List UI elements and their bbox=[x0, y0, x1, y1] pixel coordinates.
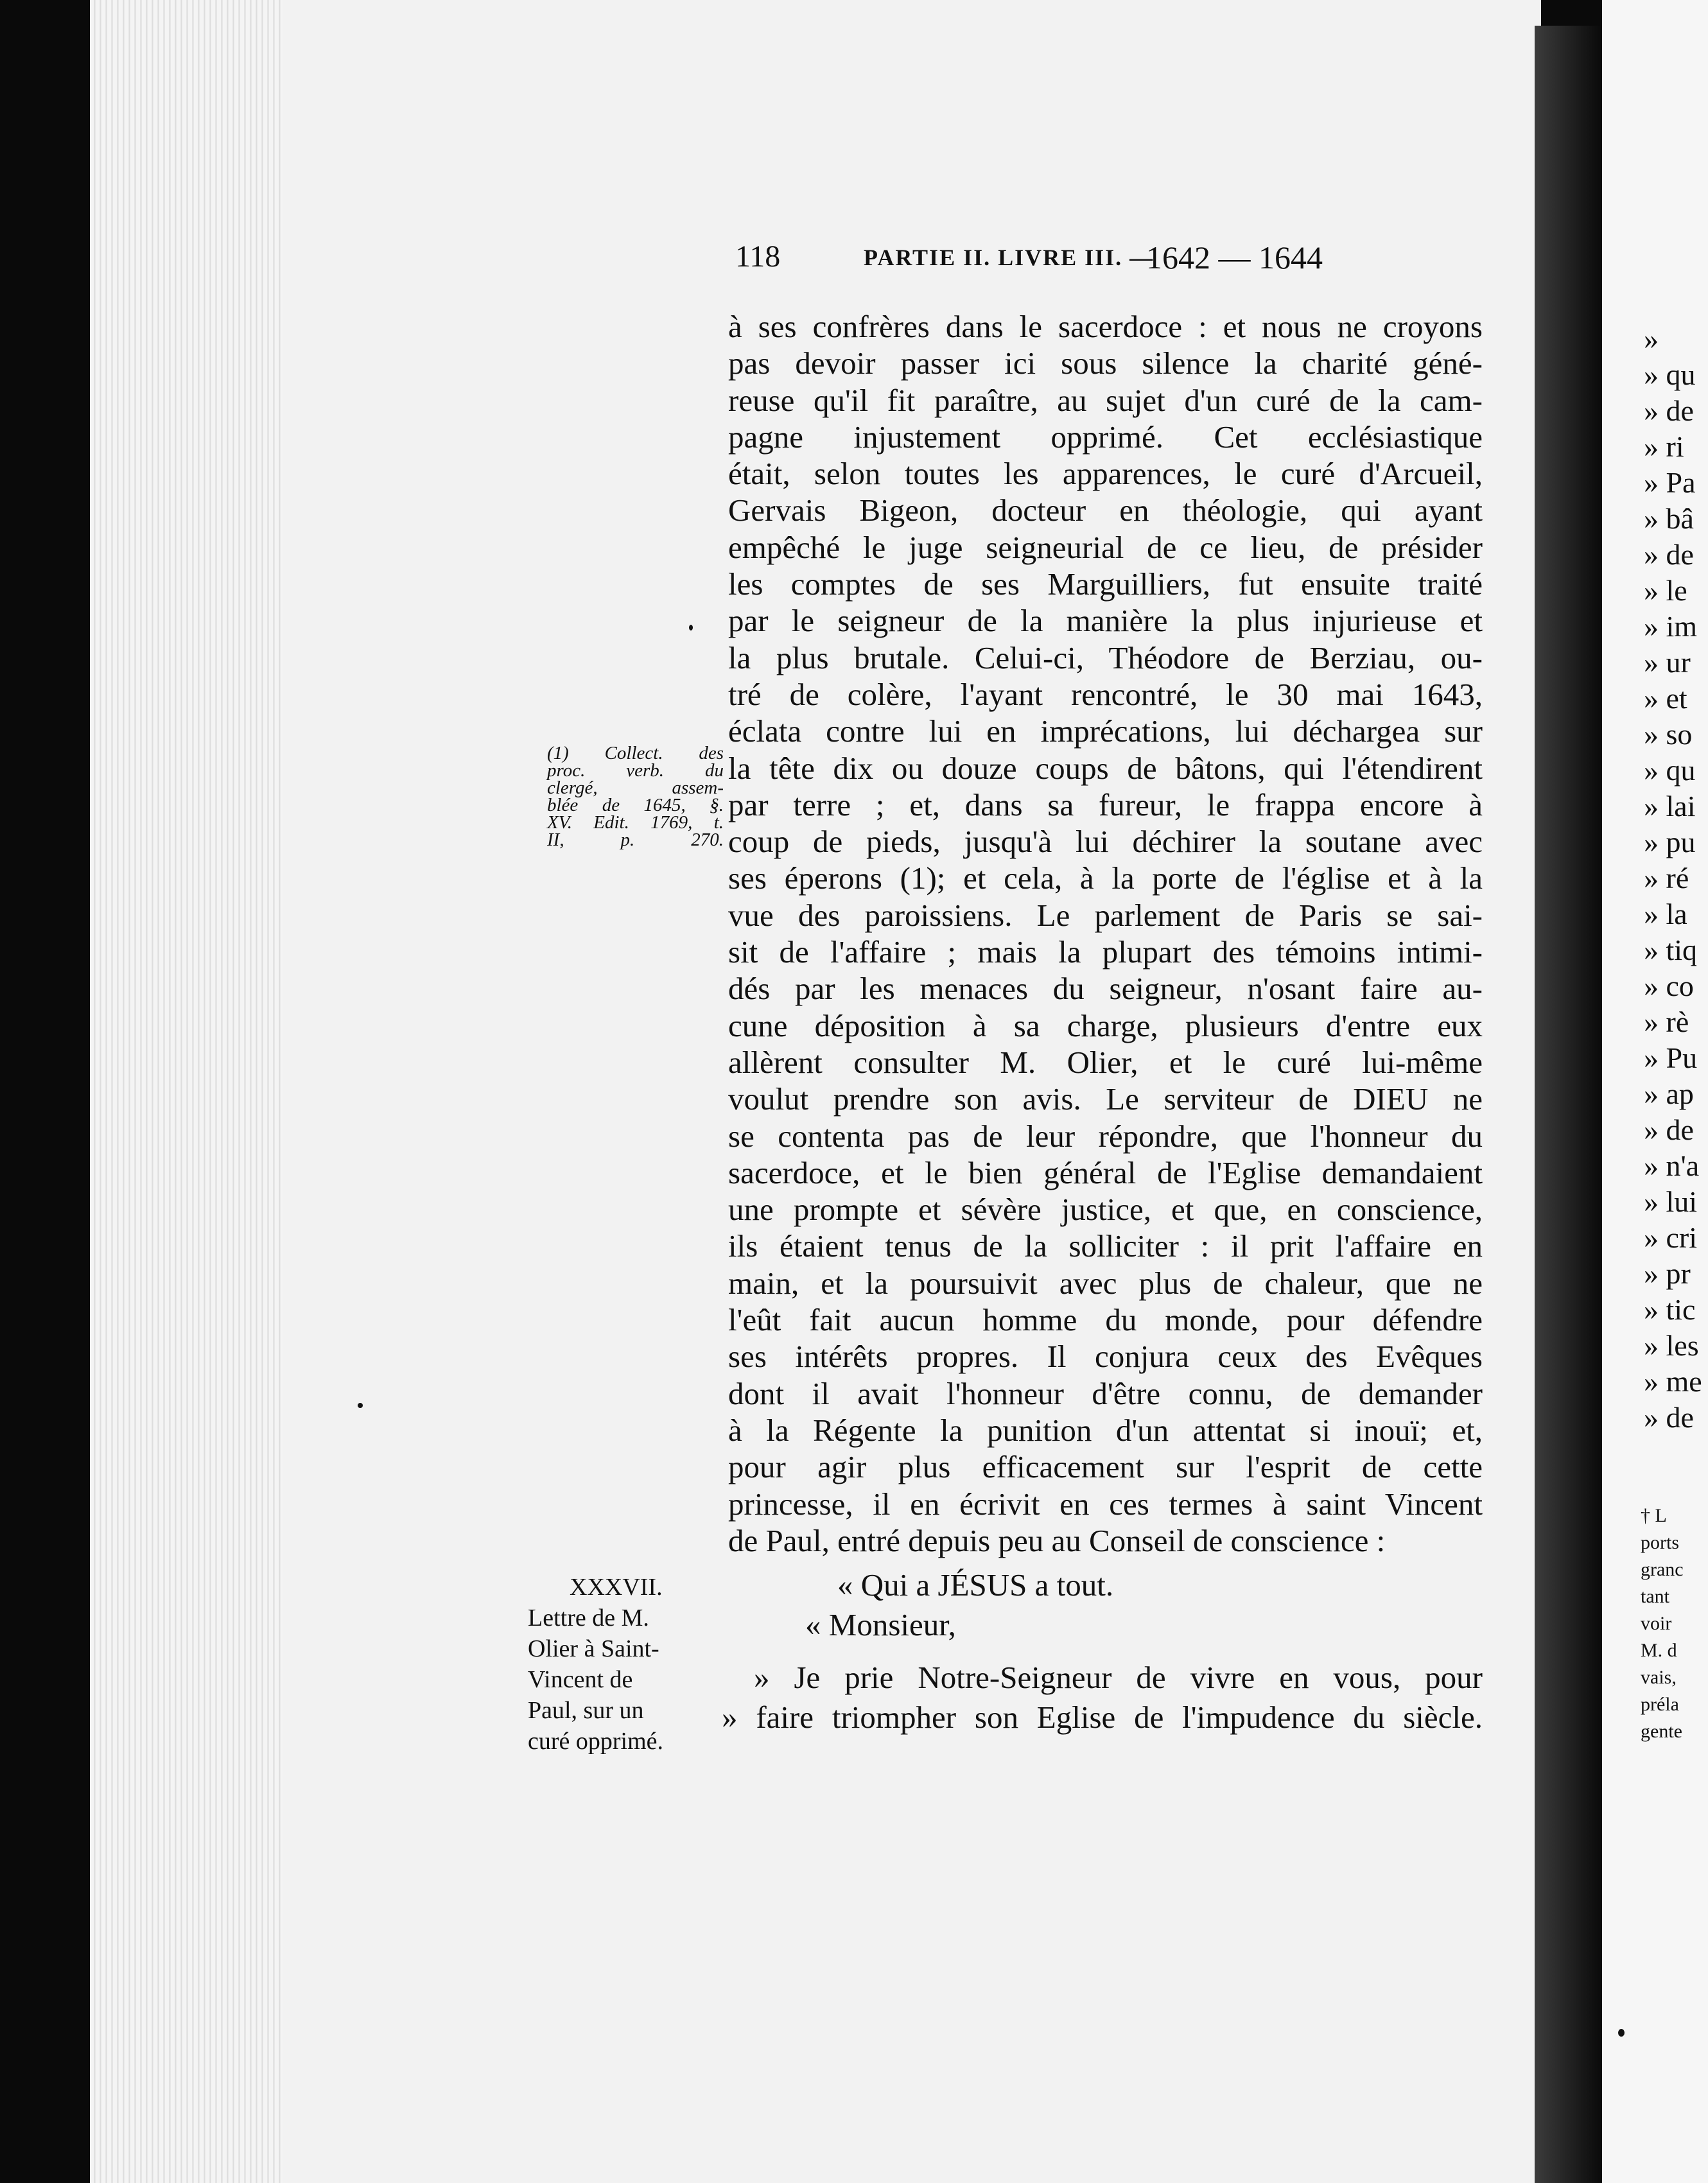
page-edges bbox=[90, 0, 289, 2183]
text-line: pas devoir passer ici sous silence la charité géné- bbox=[728, 345, 1483, 381]
running-head bbox=[735, 239, 1377, 284]
text-line: main, et la poursuivit avec plus de chaleur, que ne bbox=[728, 1265, 1483, 1301]
letter-line: » faire triompher son Eglise de l'impudence du siècle. bbox=[722, 1700, 1483, 1735]
text-line: sit de l'affaire ; mais la plupart des témoins intimi- bbox=[728, 934, 1483, 970]
text-line: était, selon toutes les apparences, le curé d'Arcueil, bbox=[728, 456, 1483, 492]
footnote-line: (1) Collect. des bbox=[547, 743, 724, 763]
facing-line: » lai bbox=[1644, 790, 1696, 822]
main-text bbox=[728, 308, 1483, 1559]
text-line: empêché le juge seigneurial de ce lieu, de présider bbox=[728, 529, 1483, 565]
side-note bbox=[528, 1572, 714, 1757]
side-note-line: Lettre de M. bbox=[528, 1605, 649, 1631]
facing-note-line: préla bbox=[1641, 1694, 1679, 1715]
text-line: voulut prendre son avis. Le serviteur de DIEU ne bbox=[728, 1081, 1483, 1117]
footnote bbox=[547, 745, 724, 849]
text-line: de Paul, entré depuis peu au Conseil de conscience : bbox=[728, 1522, 1386, 1558]
text-line: cune déposition à sa charge, plusieurs d'entre eux bbox=[728, 1007, 1483, 1043]
side-note-line: Vincent de bbox=[528, 1666, 633, 1693]
facing-line: » me bbox=[1644, 1365, 1702, 1398]
facing-line: » ri bbox=[1644, 430, 1684, 463]
facing-line: » tic bbox=[1644, 1293, 1696, 1326]
text-line: la plus brutale. Celui-ci, Théodore de Berziau, ou- bbox=[728, 639, 1483, 675]
facing-line: » bbox=[1644, 322, 1659, 355]
text-line: vue des paroissiens. Le parlement de Paris se sai- bbox=[728, 897, 1483, 933]
text-line: coup de pieds, jusqu'à lui déchirer la soutane avec bbox=[728, 824, 1483, 860]
letter-line: » Je prie Notre-Seigneur de vivre en vous, pour bbox=[754, 1660, 1483, 1695]
facing-note-line: granc bbox=[1641, 1559, 1684, 1580]
text-line: ses intérêts propres. Il conjura ceux des Evêques bbox=[728, 1339, 1483, 1375]
facing-line: » de bbox=[1644, 538, 1694, 571]
book-gutter bbox=[1535, 26, 1605, 2183]
facing-note-line: M. d bbox=[1641, 1640, 1677, 1661]
facing-line: » de bbox=[1644, 1113, 1694, 1146]
facing-line: » les bbox=[1644, 1329, 1699, 1362]
facing-line: » de bbox=[1644, 1401, 1694, 1434]
head-years: 1642 — 1644 bbox=[1146, 239, 1323, 275]
letter bbox=[722, 1565, 1483, 1737]
text-line: ses éperons (1); et cela, à la porte de l'église et à la bbox=[728, 860, 1483, 896]
facing-line: » qu bbox=[1644, 754, 1696, 787]
text-line: se contenta pas de leur répondre, que l'honneur du bbox=[728, 1118, 1483, 1154]
facing-line: » cri bbox=[1644, 1221, 1698, 1254]
head-title: PARTIE II. LIVRE III. — bbox=[864, 245, 1155, 270]
facing-line: » de bbox=[1644, 394, 1694, 427]
text-line: sacerdoce, et le bien général de l'Eglise demandaient bbox=[728, 1154, 1483, 1190]
text-line: ils étaient tenus de la solliciter : il prit l'affaire en bbox=[728, 1228, 1483, 1264]
footnote-line: XV. Edit. 1769, t. bbox=[547, 812, 724, 833]
facing-line: » so bbox=[1644, 718, 1693, 751]
facing-line: » Pu bbox=[1644, 1041, 1698, 1074]
facing-note-line: voir bbox=[1641, 1613, 1672, 1634]
facing-line: » bâ bbox=[1644, 502, 1694, 535]
facing-line: » et bbox=[1644, 682, 1687, 715]
text-line: à la Régente la punition d'un attentat si inouï; et, bbox=[728, 1412, 1483, 1448]
facing-line: » rè bbox=[1644, 1005, 1689, 1038]
facing-page-notes bbox=[1641, 1502, 1708, 1745]
facing-line: » qu bbox=[1644, 358, 1696, 391]
facing-line: » lui bbox=[1644, 1185, 1698, 1218]
facing-line: » ap bbox=[1644, 1077, 1694, 1110]
footnote-line: clergé, assem- bbox=[547, 778, 724, 798]
text-line: la tête dix ou douze coups de bâtons, qui l'étendirent bbox=[728, 750, 1483, 786]
text-line: allèrent consulter M. Olier, et le curé lui-même bbox=[728, 1044, 1483, 1080]
text-line: dont il avait l'honneur d'être connu, de demander bbox=[728, 1375, 1483, 1411]
text-line: pour agir plus efficacement sur l'esprit de cette bbox=[728, 1449, 1483, 1485]
text-line: tré de colère, l'ayant rencontré, le 30 mai 1643, bbox=[728, 676, 1483, 712]
facing-line: » n'a bbox=[1644, 1149, 1700, 1182]
text-line: dés par les menaces du seigneur, n'osant faire au- bbox=[728, 971, 1483, 1007]
text-line: éclata contre lui en imprécations, lui déchargea sur bbox=[728, 713, 1483, 749]
text-line: Gervais Bigeon, docteur en théologie, qui ayant bbox=[728, 492, 1483, 528]
facing-line: » im bbox=[1644, 610, 1698, 643]
text-line: reuse qu'il fit paraître, au sujet d'un curé de la cam- bbox=[728, 382, 1483, 418]
facing-line: » ur bbox=[1644, 646, 1691, 679]
text-line: pagne injustement opprimé. Cet ecclésiastique bbox=[728, 419, 1483, 455]
facing-page-text bbox=[1644, 321, 1708, 1436]
facing-line: » la bbox=[1644, 898, 1687, 930]
facing-line: » Pa bbox=[1644, 466, 1696, 499]
footnote-line: blée de 1645, §. bbox=[547, 795, 724, 815]
footnote-line: II, p. 270. bbox=[547, 830, 724, 850]
side-note-line: Olier à Saint- bbox=[528, 1635, 659, 1662]
footnote-line: proc. verb. du bbox=[547, 760, 724, 781]
facing-note-line: ports bbox=[1641, 1532, 1679, 1553]
facing-note-line: gente bbox=[1641, 1721, 1682, 1742]
facing-line: » co bbox=[1644, 970, 1694, 1002]
facing-note-line: † L bbox=[1641, 1505, 1667, 1526]
text-line: princesse, il en écrivit en ces termes à saint Vincent bbox=[728, 1486, 1483, 1522]
side-note-line: curé opprimé. bbox=[528, 1728, 664, 1755]
side-note-number: XXXVII. bbox=[570, 1574, 663, 1601]
facing-line: » pu bbox=[1644, 826, 1696, 858]
facing-note-line: tant bbox=[1641, 1586, 1669, 1607]
facing-line: » le bbox=[1644, 574, 1687, 607]
facing-line: » tiq bbox=[1644, 934, 1698, 966]
text-line: à ses confrères dans le sacerdoce : et nous ne croyons bbox=[728, 309, 1483, 344]
text-line: les comptes de ses Marguilliers, fut ensuite traité bbox=[728, 566, 1483, 602]
side-note-line: Paul, sur un bbox=[528, 1697, 644, 1724]
facing-line: » pr bbox=[1644, 1257, 1691, 1290]
facing-page bbox=[1602, 0, 1708, 2183]
letter-address: « Monsieur, bbox=[805, 1607, 956, 1642]
facing-note-line: vais, bbox=[1641, 1667, 1677, 1688]
page-number: 118 bbox=[735, 239, 781, 274]
text-line: par terre ; et, dans sa fureur, le frappa encore à bbox=[728, 787, 1483, 822]
letter-salutation: « Qui a JÉSUS a tout. bbox=[837, 1567, 1114, 1603]
text-line: par le seigneur de la manière la plus injurieuse et bbox=[728, 603, 1483, 639]
facing-line: » ré bbox=[1644, 862, 1689, 894]
text-line: une prompte et sévère justice, et que, en conscience, bbox=[728, 1192, 1483, 1228]
text-line: l'eût fait aucun homme du monde, pour défendre bbox=[728, 1302, 1483, 1338]
